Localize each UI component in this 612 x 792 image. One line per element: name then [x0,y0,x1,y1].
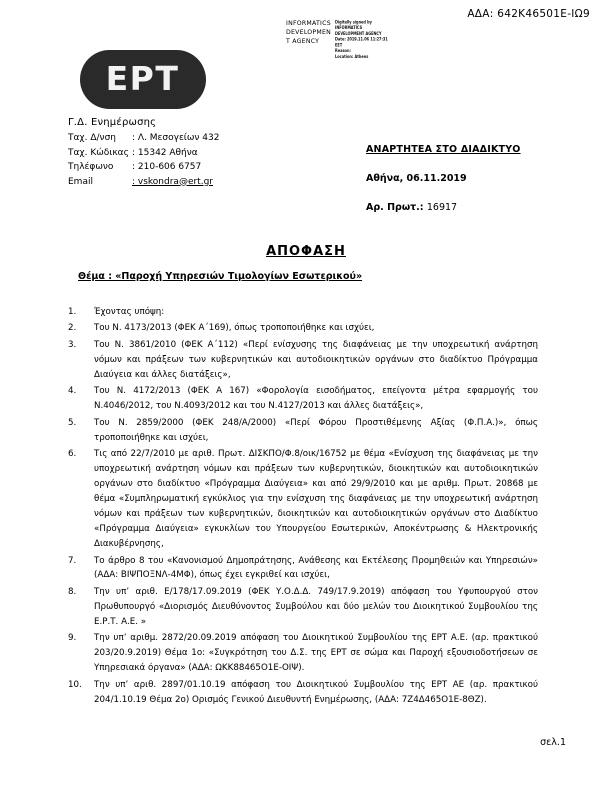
clause-text: Την υπ’ αριθ. 2897/01.10.19 απόφαση του Διοικητικού Συμβουλίου της ΕΡΤ ΑΕ (αρ. πρακτικού 204/1.10.19 Θέμα 2ο) Ορισμός Γενικού Διευθυντή Ενημέρωσης, (ΑΔΑ: 7Ζ4Δ465Ο1Ε-8ΘΖ). [94,679,538,705]
header-right-block [366,144,521,213]
clause-text: Έχοντας υπόψη: [94,307,165,317]
list-item [66,338,538,383]
address-row-phone [68,163,219,172]
address-label-postcode: Ταχ. Κώδικας [68,147,129,158]
clause-text: Του Ν. 4172/2013 (ΦΕΚ Α 167) «Φορολογία εισοδήματος, επείγοντα μέτρα εφαρμογής του Ν.4046/2012, του Ν.4093/2012 και του Ν.4127/2013 και άλλες διατάξεις», [94,386,538,412]
digital-signature-stamp [286,20,388,60]
city-date: Αθήνα, 06.11.2019 [366,173,467,184]
document-subject: Θέμα : «Παροχή Υπηρεσιών Τιμολογίων Εσωτερικού» [78,271,363,282]
list-item [66,305,538,320]
address-row-street [68,134,219,143]
address-row-email [68,178,219,187]
page-title-text: ΑΠΟΦΑΣΗ [266,244,346,259]
list-item [66,321,538,336]
clause-number: 3. [68,339,77,350]
address-value-postcode: : 15342 Αθήνα [132,147,198,158]
clause-number: 7. [68,555,77,566]
clause-number: 10. [68,679,82,690]
signature-detail-line-7: Location: Athens [335,54,369,60]
clause-number: 8. [68,586,77,597]
logo-pill-shape [80,50,206,109]
clause-text: Του Ν. 2859/2000 (ΦΕΚ 248/Α/2000) «Περί Φόρου Προστιθέμενης Αξίας (Φ.Π.Α.)», όπως τροποποιήθηκε και ισχύει, [94,417,538,443]
address-row-postcode [68,149,219,158]
clause-text: Του Ν. 4173/2013 (ΦΕΚ Α΄169), όπως τροποποιήθηκε και ισχύει, [94,323,375,334]
signature-agency-name [286,20,331,46]
address-label-phone: Τηλέφωνο [68,162,114,172]
signature-detail-line-4: Date: 2019.11.06 11:27:31 [335,37,388,43]
sender-address-block [68,118,219,192]
list-item [66,678,538,708]
signature-details [335,20,388,61]
clause-text: Τις από 22/7/2010 με αριθ. Πρωτ. ΔΙΣΚΠΟ/Φ.8/οικ/16752 με θέμα «Ενίσχυση της διαφάνειας με την υποχρεωτική ανάρτηση νόμων και πράξεων των κυβερνητικών, διοικητικών και αυτοδιοικητικών οργάνων στο διαδίκτυο «Πρόγραμμα Διαύγεια» και από 29/9/2010 και με αριθμ. Πρωτ. 20868 με θέμα «Συμπληρωματική εγκύκλιος για την ενίσχυση της διαφάνειας με την υποχρεωτική ανάρτηση νόμων και πράξεων των κυβερνητικών, διοικητικών και αυτοδιοικητικών οργάνων στο Διαδίκτυο «Πρόγραμμα Διαύγεια» εγκυκλίων του Υπουργείου Εσωτερικών, Αποκέντρωσης & Ηλεκτρονικής Διακυβέρνησης, [94,449,538,550]
clause-number: 2. [68,323,77,334]
signature-detail-line-3: DEVELOPMENT AGENCY [335,31,382,37]
protocol-number-row [366,202,521,213]
publication-notice: ΑΝΑΡΤΗΤΕΑ ΣΤΟ ΔΙΑΔΙΚΤΥΟ [366,144,521,155]
signature-agency-line-3: T AGENCY [286,37,320,45]
protocol-number: 16917 [426,202,458,213]
protocol-label: Αρ. Πρωτ.: [366,202,424,213]
email-link[interactable]: : vskondra@ert.gr [132,176,213,187]
list-item [66,585,538,630]
clause-text: Του Ν. 3861/2010 (ΦΕΚ Α΄112) «Περί ενίσχυσης της διαφάνειας με την υποχρεωτική ανάρτηση νόμων και πράξεων των κυβερνητικών και αυτοδιοικητικών οργάνων στο διαδίκτυο Πρόγραμμα Διαύγεια και άλλες διατάξεις», [94,339,538,380]
list-item [66,554,538,584]
list-item [66,384,538,414]
sender-department: Γ.Δ. Ενημέρωσης [68,117,157,128]
signature-detail-line-6: Reason: [335,49,351,54]
address-value-phone: : 210-606 6757 [132,162,202,172]
clause-text: Την υπ’ αριθμ. 2872/20.09.2019 απόφαση του Διοικητικού Συμβουλίου της ΕΡΤ Α.Ε. (αρ. πρακτικού 203/20.9.2019) Θέμα 1ο: «Συγκρότηση του Δ.Σ. της ΕΡΤ σε σώμα και Παροχή εξουσιοδοτήσεων σε Υπηρεσιακά όργανα» (ΑΔΑ: ΩΚΚ88465Ο1Ε-ΟΙΨ). [94,633,538,674]
list-item [66,631,538,676]
signature-detail-line-5: EET [335,43,343,48]
clause-number: 6. [68,449,77,460]
address-value-street: : Λ. Μεσογείων 432 [132,133,220,143]
ert-logo [78,48,207,110]
signature-agency-line-1: INFORMATICS [286,20,331,27]
address-label-email: Email [68,176,93,187]
page-number: σελ.1 [540,737,566,748]
signature-agency-line-2: DEVELOPMEN [286,28,332,36]
clause-list [66,305,538,709]
clause-number: 5. [68,417,77,428]
list-item [66,416,538,446]
signature-detail-line-2: INFORMATICS [335,25,363,31]
logo-text: EPT [105,58,180,98]
address-label-street: Ταχ. Δ/νση [68,133,116,143]
clause-number: 4. [68,386,77,397]
ada-reference-top: ΑΔΑ: 642Κ46501Ε-ΙΩ9 [467,8,590,20]
clause-number: 9. [68,633,77,644]
list-item [66,447,538,552]
clause-number: 1. [68,307,77,317]
clause-text: Την υπ’ αριθ. Ε/178/17.09.2019 (ΦΕΚ Υ.Ο.Δ.Δ. 749/17.9.2019) απόφαση του Υφυπουργού στον Πρωθυπουργό «Διορισμός Διευθύνοντος Συμβούλου και δύο μελών του Διοικητικού Συμβουλίου της Ε.Ρ.Τ. Α.Ε. » [94,586,538,627]
signature-detail-line-1: Digitally signed by [335,20,372,25]
clause-text: Το άρθρο 8 του «Κανονισμού Δημοπράτησης, Ανάθεσης και Εκτέλεσης Προμηθειών και Υπηρεσιών» (ΑΔΑ: ΒΙΨΠΟΞΝΛ-4ΜΦ), όπως έχει εγκριθεί και ισχύει, [94,555,538,581]
page-title [0,244,612,259]
